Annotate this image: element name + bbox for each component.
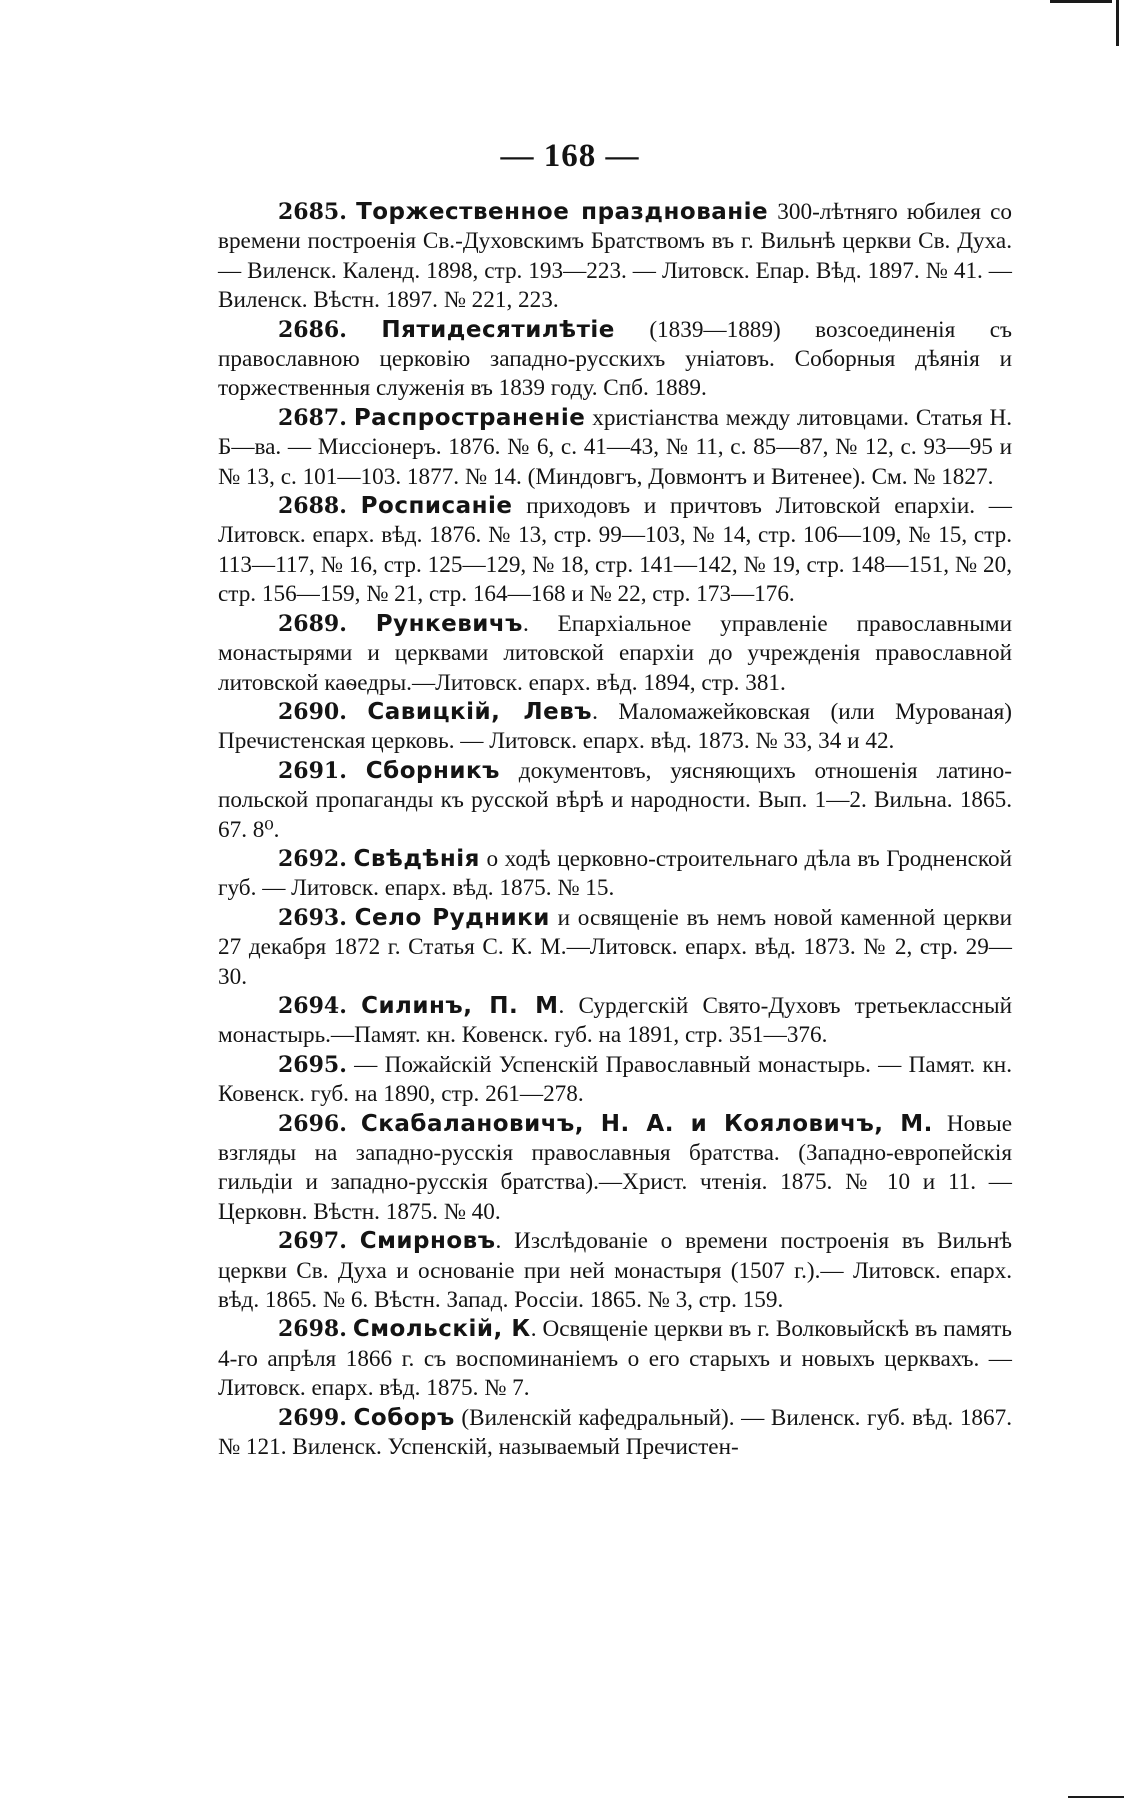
scan-edge-mark-bottom (1068, 1796, 1124, 1798)
entry-2692: 2692. Свѣдѣнія о ходѣ церковно-строительнаго дѣла въ Гродненской губ. — Литовск. епарх. вѣд. 1875. № 15. (218, 845, 1013, 902)
entry-2690: 2690. Савицкій, Левъ. Маломажейковская (или Мурованая) Пречистенская церковь. — Литовск. епарх. вѣд. 1873. № 33, 34 и 42. (218, 698, 1012, 755)
entry-2686: 2686. Пятидесятилѣтіе (1839—1889) возсоединенія съ православною церковію западно-русскихъ уніатовъ. Соборныя дѣянія и торжественныя служенія въ 1839 году. Спб. 1889. (218, 316, 1012, 402)
entry-2696: 2696. Скабалановичъ, Н. А. и Кояловичъ, М. Новые взгляды на западно-русскія православныя братства. (Западно-европейскія гильдіи и западно-русскія братства).—Христ. чтенія. 1875. № 10 и 11. — Церковн. Вѣстн. 1875. № 40. (218, 1110, 1012, 1225)
bibliography-entries (218, 198, 1012, 1462)
entry-2697: 2697. Смирновъ. Изслѣдованіе о времени построенія въ Вильнѣ церкви Св. Духа и основаніе при ней монастыря (1507 г.).— Литовск. епарх. вѣд. 1865. № 6. Вѣстн. Запад. Россіи. 1865. № 3, стр. 159. (218, 1228, 1012, 1314)
entry-2694: 2694. Силинъ, П. М. Сурдегскій Свято-Духовъ третьеклассный монастырь.—Памят. кн. Ковенск. губ. на 1891, стр. 351—376. (218, 992, 1013, 1049)
entry-2687: 2687. Распространеніе христіанства между литовцами. Статья Н. Б—ва. — Миссіонеръ. 1876. № 6, с. 41—43, № 11, с. 85—87, № 12, с. 93—95 и № 13, с. 101—103. 1877. № 14. (Миндовгъ, Довмонтъ и Витенее). См. № 1827. (218, 404, 1012, 490)
page-number: — 168 — (500, 138, 640, 174)
entry-2699: 2699. Соборъ (Виленскій кафедральный). — Виленск. губ. вѣд. 1867. № 121. Виленск. Успенскій, называемый Пречистен- (218, 1404, 1013, 1461)
entry-2693: 2693. Село Рудники и освященіе въ немъ новой каменной церкви 27 декабря 1872 г. Статья С. К. М.—Литовск. епарх. вѣд. 1873. № 2, стр. 29—30. (218, 904, 1013, 990)
scan-edge-mark-top (1050, 0, 1112, 3)
scan-edge-mark-right (1116, 0, 1119, 46)
entry-2688: 2688. Росписаніе приходовъ и причтовъ Литовской епархіи. — Литовск. епарх. вѣд. 1876. № 13, стр. 99—103, № 14, стр. 106—109, № 15, стр. 113—117, № 16, стр. 125—129, № 18, стр. 141—142, № 19, стр. 148—151, № 20, стр. 156—159, № 21, стр. 164—168 и № 22, стр. 173—176. (218, 493, 1012, 608)
entry-2691: 2691. Сборникъ документовъ, уясняющихъ отношенія латино-польской пропаганды къ русской вѣрѣ и народности. Вып. 1—2. Вильна. 1865. 67. 8⁰. (218, 757, 1012, 843)
entry-2689: 2689. Рункевичъ. Епархіальное управленіе православными монастырями и церквами литовской епархіи до учрежденія православной литовской каѳедры.—Литовск. епарх. вѣд. 1894, стр. 381. (218, 610, 1012, 696)
entry-2695: 2695. — Пожайскій Успенскій Православный монастырь. — Памят. кн. Ковенск. губ. на 1890, стр. 261—278. (218, 1051, 1012, 1108)
entry-2685: 2685. Торжественное празднованіе 300-лѣтняго юбилея со времени построенія Св.-Духовскимъ Братствомъ въ г. Вильнѣ церкви Св. Духа. — Виленск. Календ. 1898, стр. 193—223. — Литовск. Епар. Вѣд. 1897. № 41. — Виленск. Вѣстн. 1897. № 221, 223. (218, 199, 1012, 314)
entry-2698: 2698. Смольскій, К. Освященіе церкви въ г. Волковыйскѣ въ память 4-го апрѣля 1866 г. съ воспоминаніемъ о его старыхъ и новыхъ церквахъ. — Литовск. епарх. вѣд. 1875. № 7. (218, 1316, 1012, 1402)
